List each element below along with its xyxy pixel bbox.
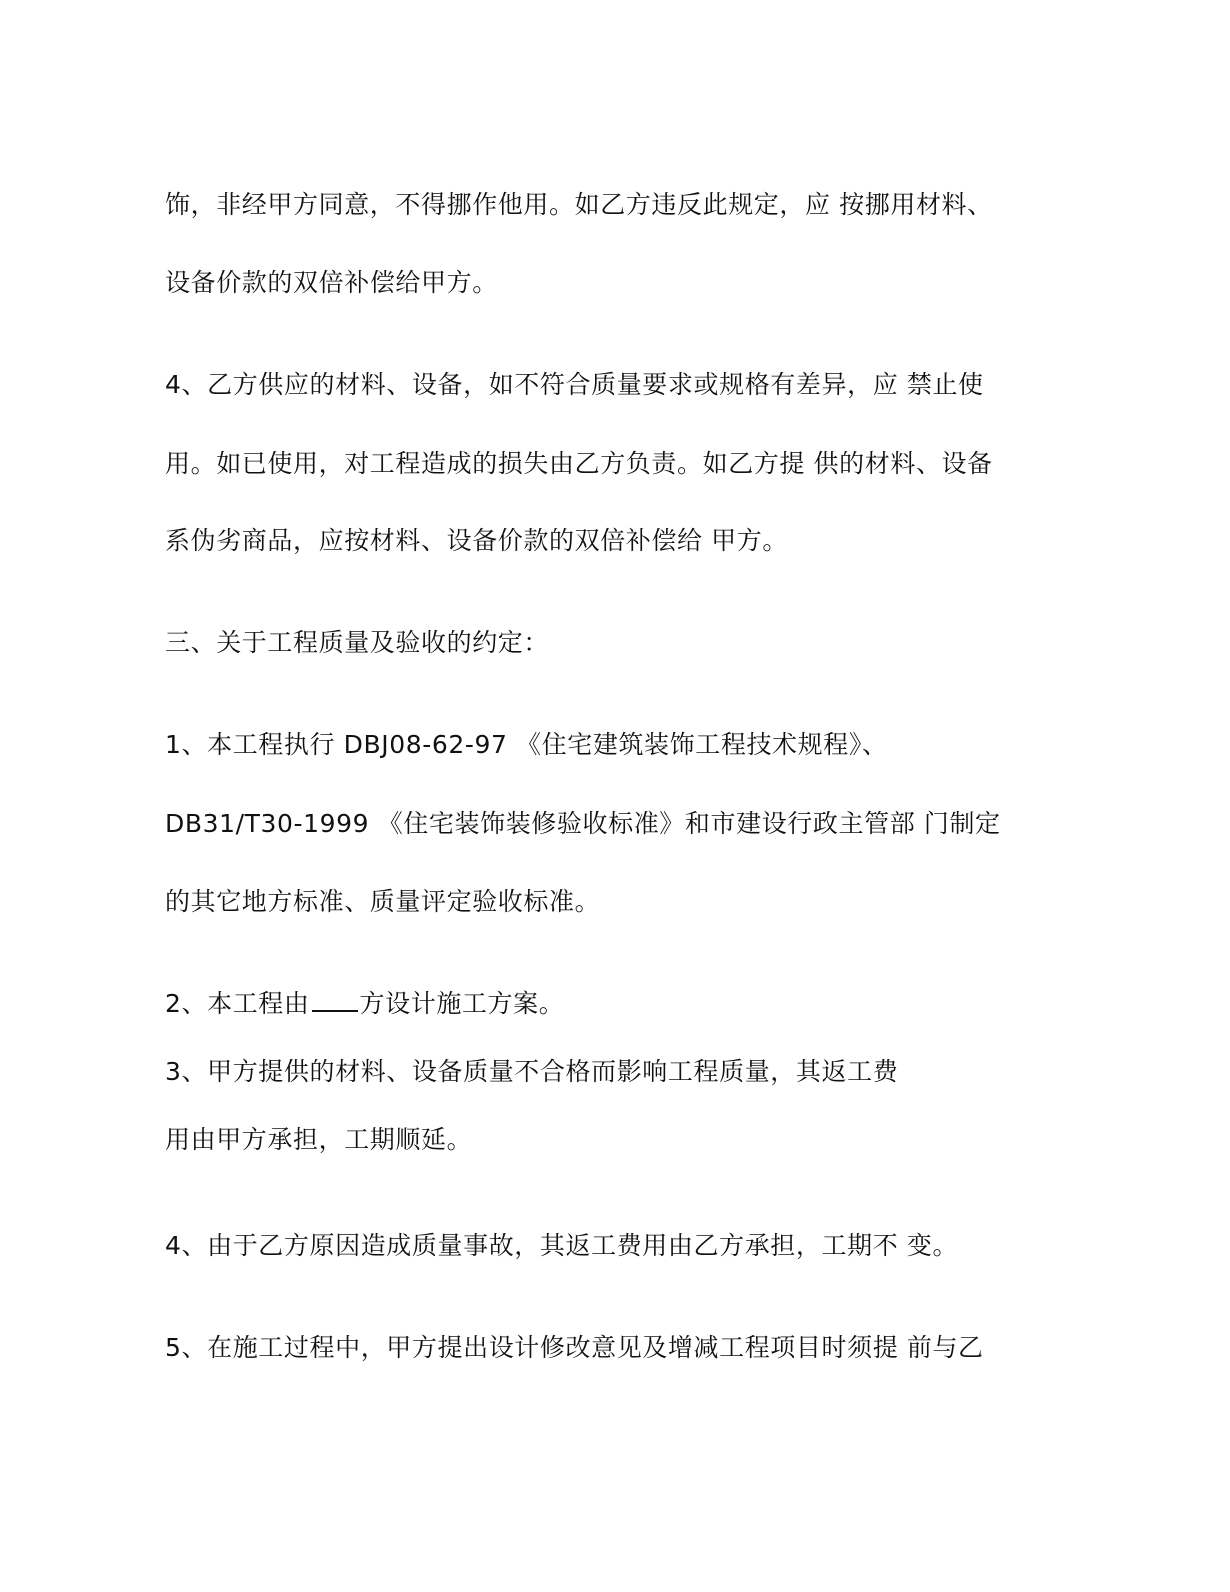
paragraph-line: 饰，非经甲方同意，不得挪作他用。如乙方违反此规定，应 按挪用材料、 [165,190,993,219]
section-heading: 三、关于工程质量及验收的约定： [165,628,550,657]
line-prefix: 2、本工程由 [165,989,310,1018]
paragraph-line: 用由甲方承担，工期顺延。 [165,1125,473,1154]
paragraph-line [165,987,564,1021]
paragraph-line: 4、乙方供应的材料、设备，如不符合质量要求或规格有差异，应 禁止使 [165,370,984,399]
paragraph-line: 设备价款的双倍补偿给甲方。 [165,268,498,297]
line-suffix: 方设计施工方案。 [359,989,565,1018]
paragraph-line: 1、本工程执行 DBJ08-62-97 《住宅建筑装饰工程技术规程》、 [165,730,888,759]
paragraph-line: 用。如已使用，对工程造成的损失由乙方负责。如乙方提 供的材料、设备 [165,449,993,478]
paragraph-line: 5、在施工过程中，甲方提出设计修改意见及增减工程项目时须提 前与乙 [165,1333,984,1362]
fill-in-blank[interactable] [312,988,358,1012]
paragraph-line: 系伪劣商品，应按材料、设备价款的双倍补偿给 甲方。 [165,526,788,555]
paragraph-line: 3、甲方提供的材料、设备质量不合格而影响工程质量，其返工费 [165,1057,899,1086]
paragraph-line: DB31/T30-1999 《住宅装饰装修验收标准》和市建设行政主管部 门制定 [165,809,1001,838]
paragraph-line: 的其它地方标准、质量评定验收标准。 [165,887,601,916]
paragraph-line: 4、由于乙方原因造成质量事故，其返工费用由乙方承担，工期不 变。 [165,1231,959,1260]
